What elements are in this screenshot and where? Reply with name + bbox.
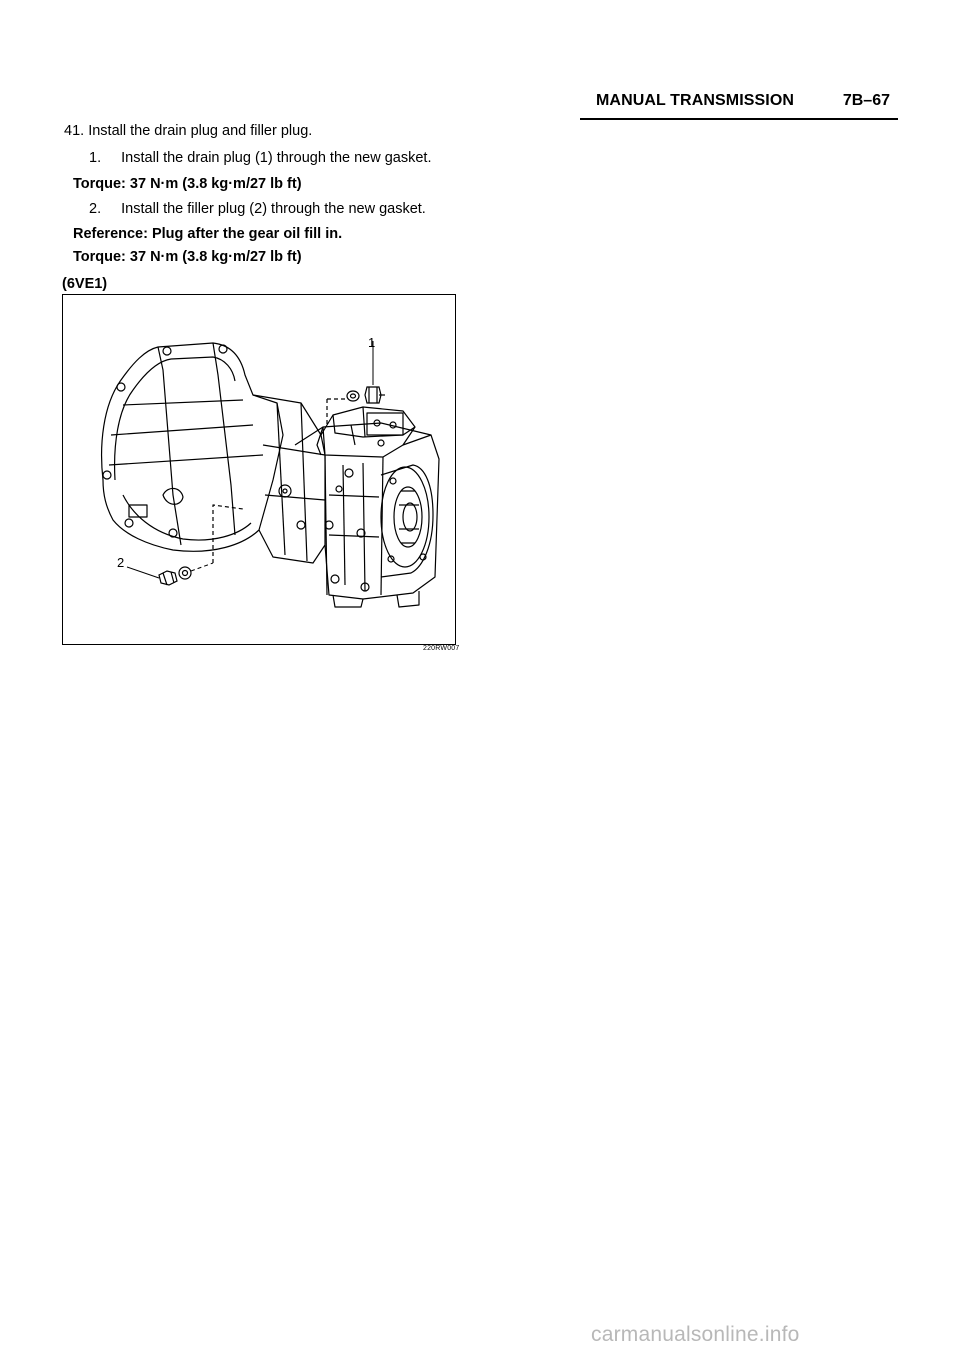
substep-1-text: Install the drain plug (1) through the new gasket.	[121, 150, 432, 166]
step-41-text: Install the drain plug and filler plug.	[88, 123, 313, 139]
callout-2: 2	[117, 555, 125, 570]
section-title: MANUAL TRANSMISSION	[596, 92, 795, 109]
callout-1: 1	[368, 335, 376, 350]
torque-spec-1: Torque: 37 N·m (3.8 kg·m/27 lb ft)	[73, 176, 302, 192]
substep-2	[89, 201, 426, 217]
transmission-illustration	[62, 294, 456, 645]
page-number: 7B–67	[842, 92, 890, 109]
substep-2-text: Install the filler plug (2) through the new gasket.	[121, 201, 426, 217]
figure-code: 220RW007	[423, 645, 460, 652]
substep-2-number: 2.	[89, 201, 102, 217]
watermark: carmanualsonline.info	[591, 1323, 800, 1346]
transmission-drawing	[63, 295, 457, 646]
step-41	[64, 123, 312, 139]
torque-spec-2: Torque: 37 N·m (3.8 kg·m/27 lb ft)	[73, 249, 302, 265]
variant-label: (6VE1)	[62, 276, 108, 292]
substep-1-number: 1.	[89, 150, 102, 166]
reference-note: Reference: Plug after the gear oil fill in.	[73, 226, 343, 242]
substep-1	[89, 150, 431, 166]
step-41-number: 41.	[64, 123, 85, 139]
page-header	[580, 90, 898, 120]
